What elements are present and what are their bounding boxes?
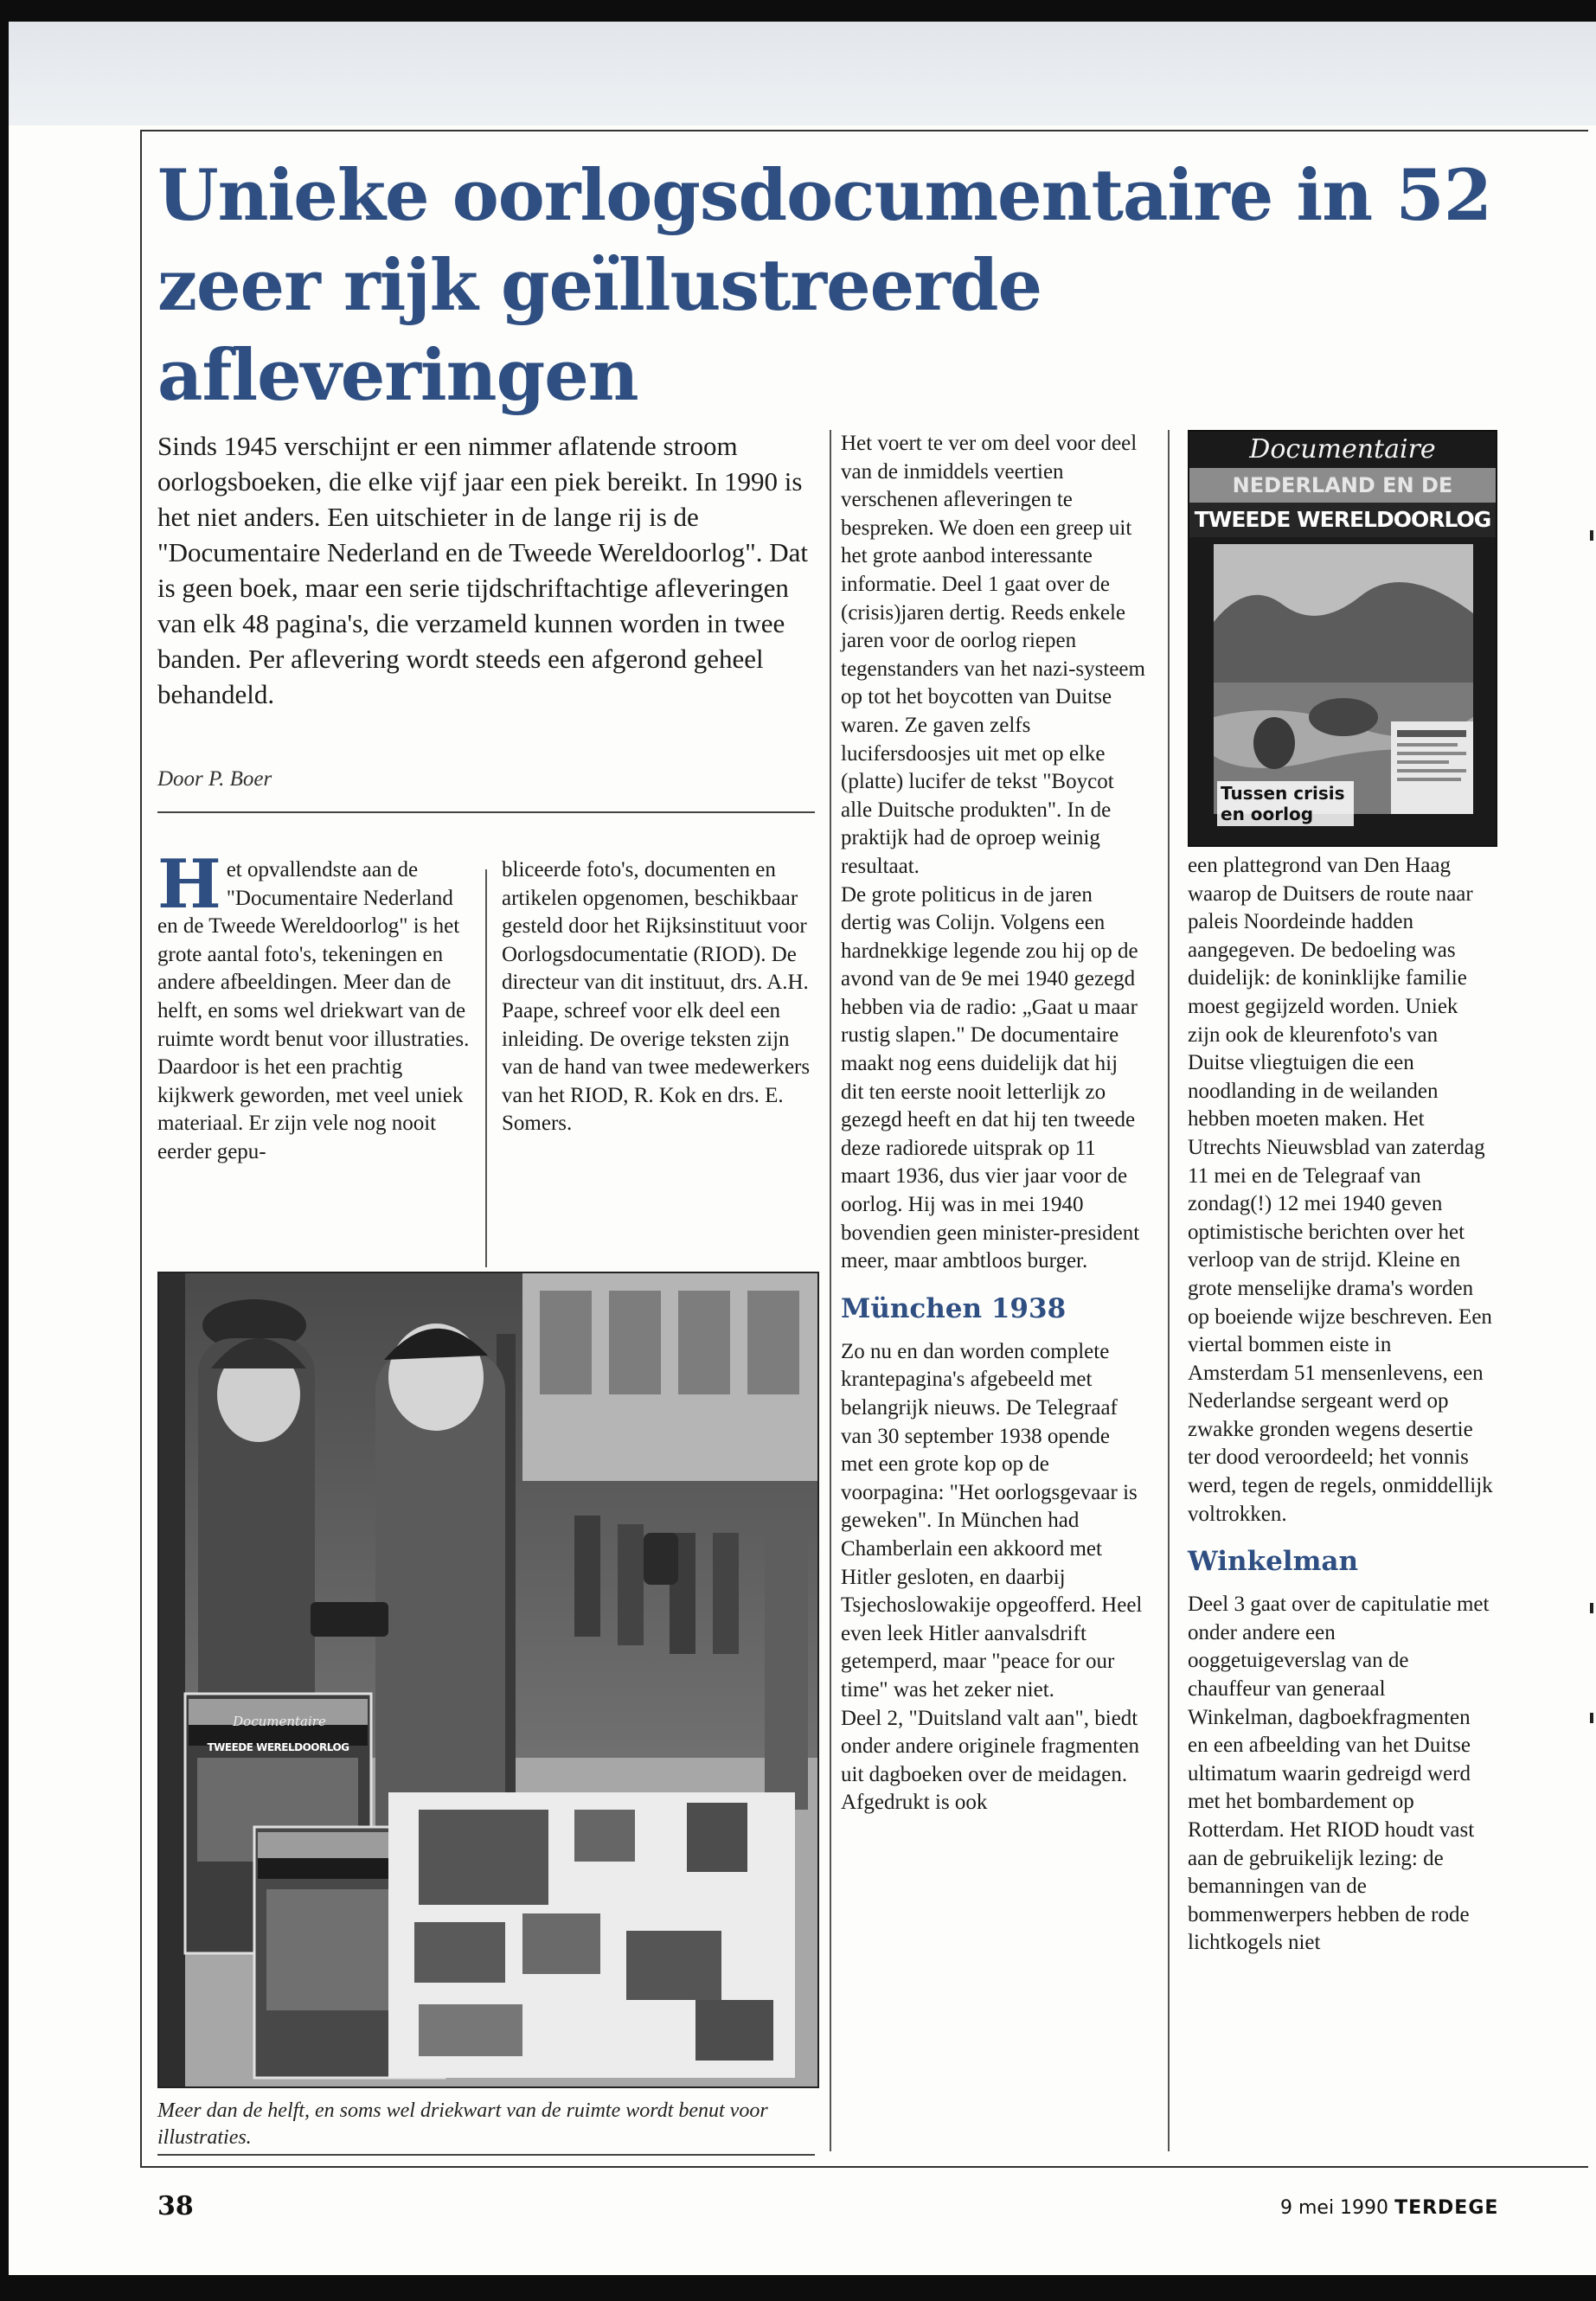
column-rule-1 [485,869,487,1267]
caption-rule [157,2154,815,2156]
margin-mark [1590,1713,1593,1723]
column-rule-2 [830,430,831,2151]
issue-line [1280,2197,1498,2219]
cover-photo [1214,544,1473,814]
column-3-para-1: Het voert te ver om deel voor deel van de inmiddels veertien verschenen afleveringen te bespreken. We doen een greep uit het grote aanbod interessante informatie. Deel 1 gaat over de (crisis)jaren dertig. Reeds enkele jaren voor de oorlog riepen tegenstanders van het nazi-systeem op tot het boycotten van Duitse waren. Ze gaven zelfs lucifersdoosjes uit met op elke (platte) lucifer de tekst "Boycot alle Duitsche produkten". In de praktijk had de oproep weinig resultaat. [841,432,1145,878]
street-scene-photo [157,1272,819,2088]
title-line-1: Unieke oorlogsdocumentaire in 52 [157,155,1492,237]
publication-name: TERDEGE [1394,2197,1499,2219]
column-1-text: et opvallendste aan de "Documentaire Nederland en de Tweede Wereldoorlog" is het grote aantal foto's, tekeningen en andere afbeeldingen. Meer dan de helft, en soms wel driekwart van de ruimte wordt benut voor illustraties. Daardoor is het een prachtig kijkwerk geworden, met veel uniek materiaal. Er zijn vele nog nooit eerder gepu- [157,858,470,1163]
margin-mark [1590,530,1593,541]
photo-cover-band: TWEEDE WERELDOORLOG [207,1741,349,1753]
column-3 [841,430,1145,1817]
subhead-munchen: München 1938 [841,1292,1067,1324]
column-4-para-1: een plattegrond van Den Haag waarop de Duitsers de route naar paleis Noordeinde hadden aangegeven. De bedoeling was duidelijk: de koninklijke familie moest gegijzeld worden. Uniek zijn ook de kleurenfoto's van Duitse vliegtuigen die een noodlanding in de weilanden hebben moeten maken. Het Utrechts Nieuwsblad van zaterdag 11 mei en de Telegraaf van zondag(!) 12 mei 1940 geven optimistische berichten over het verloop van de strijd. Kleine en grote menselijke drama's worden op boeiende wijze beschreven. Een viertal bommen eiste in Amsterdam 51 mensenlevens, een Nederlandse sergeant werd op zwakke gronden wegens desertie ter dood veroordeeld; het vonnis werd, tegen de regels, onmiddellijk voltrokken. [1188,854,1493,1526]
intro-paragraph: Sinds 1945 verschijnt er een nimmer aflatende stroom oorlogsboeken, die elke vijf jaar een piek bereikt. In 1990 is het niet anders. Een uitschieter in de lange rij is de "Documentaire Nederland en de Tweede Wereldoorlog". Dat is geen boek, maar een serie tijdschriftachtige afleveringen van elk 48 pagina's, die verzameld kunnen worden in twee banden. Per aflevering wordt steeds een afgerond geheel behandeld. [157,431,809,709]
column-2-text: bliceerde foto's, documenten en artikelen opgenomen, beschikbaar gesteld door het Rijksinstituut voor Oorlogsdocumentatie (RIOD). De directeur van dit instituut, drs. A.H. Paape, schreef voor elk deel een inleiding. De overige teksten zijn van de hand van twee medewerkers van het RIOD, R. Kok en drs. E. Somers. [502,858,811,1136]
column-4 [1188,852,1494,1958]
page-number: 38 [157,2191,194,2221]
photo-caption: Meer dan de helft, en soms wel driekwart van de ruimte wordt benut voor illustraties. [157,2099,768,2149]
column-1 [157,845,471,1167]
byline: Door P. Boer [157,767,272,791]
photo-open-spread [388,1792,795,2078]
street-scene-illustration [159,1273,817,2086]
margin-mark [1590,1603,1593,1613]
title-line-2: zeer rijk geïllustreerde afleveringen [157,245,1042,417]
documentaire-cover-image [1188,430,1497,847]
magazine-page [9,22,1596,2275]
cover-band-title: TWEEDE WERELDOORLOG [1189,503,1496,537]
column-3-para-4: Deel 2, "Duitsland valt aan", biedt onder andere originele fragmenten uit dagboeken over de meidagen. Afgedrukt is ook [841,1706,1139,1815]
cover-script-title: Documentaire [1249,434,1436,465]
column-3-para-3: Zo nu en dan worden complete krantepagina's afgebeeld met belangrijk nieuws. De Telegraaf van 30 september 1938 opende met een grote kop op de voorpagina: "Het oorlogsgevaar is geweken". In München had Chamberlain een akkoord met Hitler gesloten, en daarbij Tsjechoslowakije opgeofferd. Heel even leek Hitler aanvalsdrift getemperd, maar "peace for our time" was het zeker niet. [841,1339,1143,1702]
photo-cover-script: Documentaire [233,1714,326,1729]
drop-cap: H [157,845,221,924]
column-3-para-2: De grote politicus in de jaren dertig was Colijn. Volgens een hardnekkige legende zou hij op de avond van de 9e mei 1940 gezegd hebben via de radio: „Gaat u maar rustig slapen." De documentaire maakt nog eens duidelijk dat hij dit ten eerste nooit letterlijk zo gezegd heeft en dat hij ten tweede deze radiorede uitsprak op 11 maart 1936, dus vier jaar voor de oorlog. Hij was in mei 1940 bovendien geen minister-president meer, maar ambtloos burger. [841,882,1140,1273]
cover-band-top: NEDERLAND EN DE [1189,468,1496,503]
cover-subtitle: Tussen crisis en oorlog [1217,781,1354,826]
issue-date: 9 mei 1990 [1280,2197,1389,2219]
article-title [157,151,1507,421]
column-rule-3 [1168,430,1170,2151]
column-2 [502,856,815,1138]
byline-rule [157,811,815,813]
subhead-winkelman: Winkelman [1188,1546,1358,1578]
column-4-para-2: Deel 3 gaat over de capitulatie met onder andere een ooggetuigeverslag van de chauffeur van generaal Winkelman, dagboekfragmenten en een afbeelding van het Duitse ultimatum waarin gedreigd werd met het bombardement op Rotterdam. Het RIOD houdt vast aan de gebruikelijk lezing: de bemanningen van de bommenwerpers hebben de rode lichtkogels niet [1188,1593,1490,1955]
top-band [9,22,1596,125]
